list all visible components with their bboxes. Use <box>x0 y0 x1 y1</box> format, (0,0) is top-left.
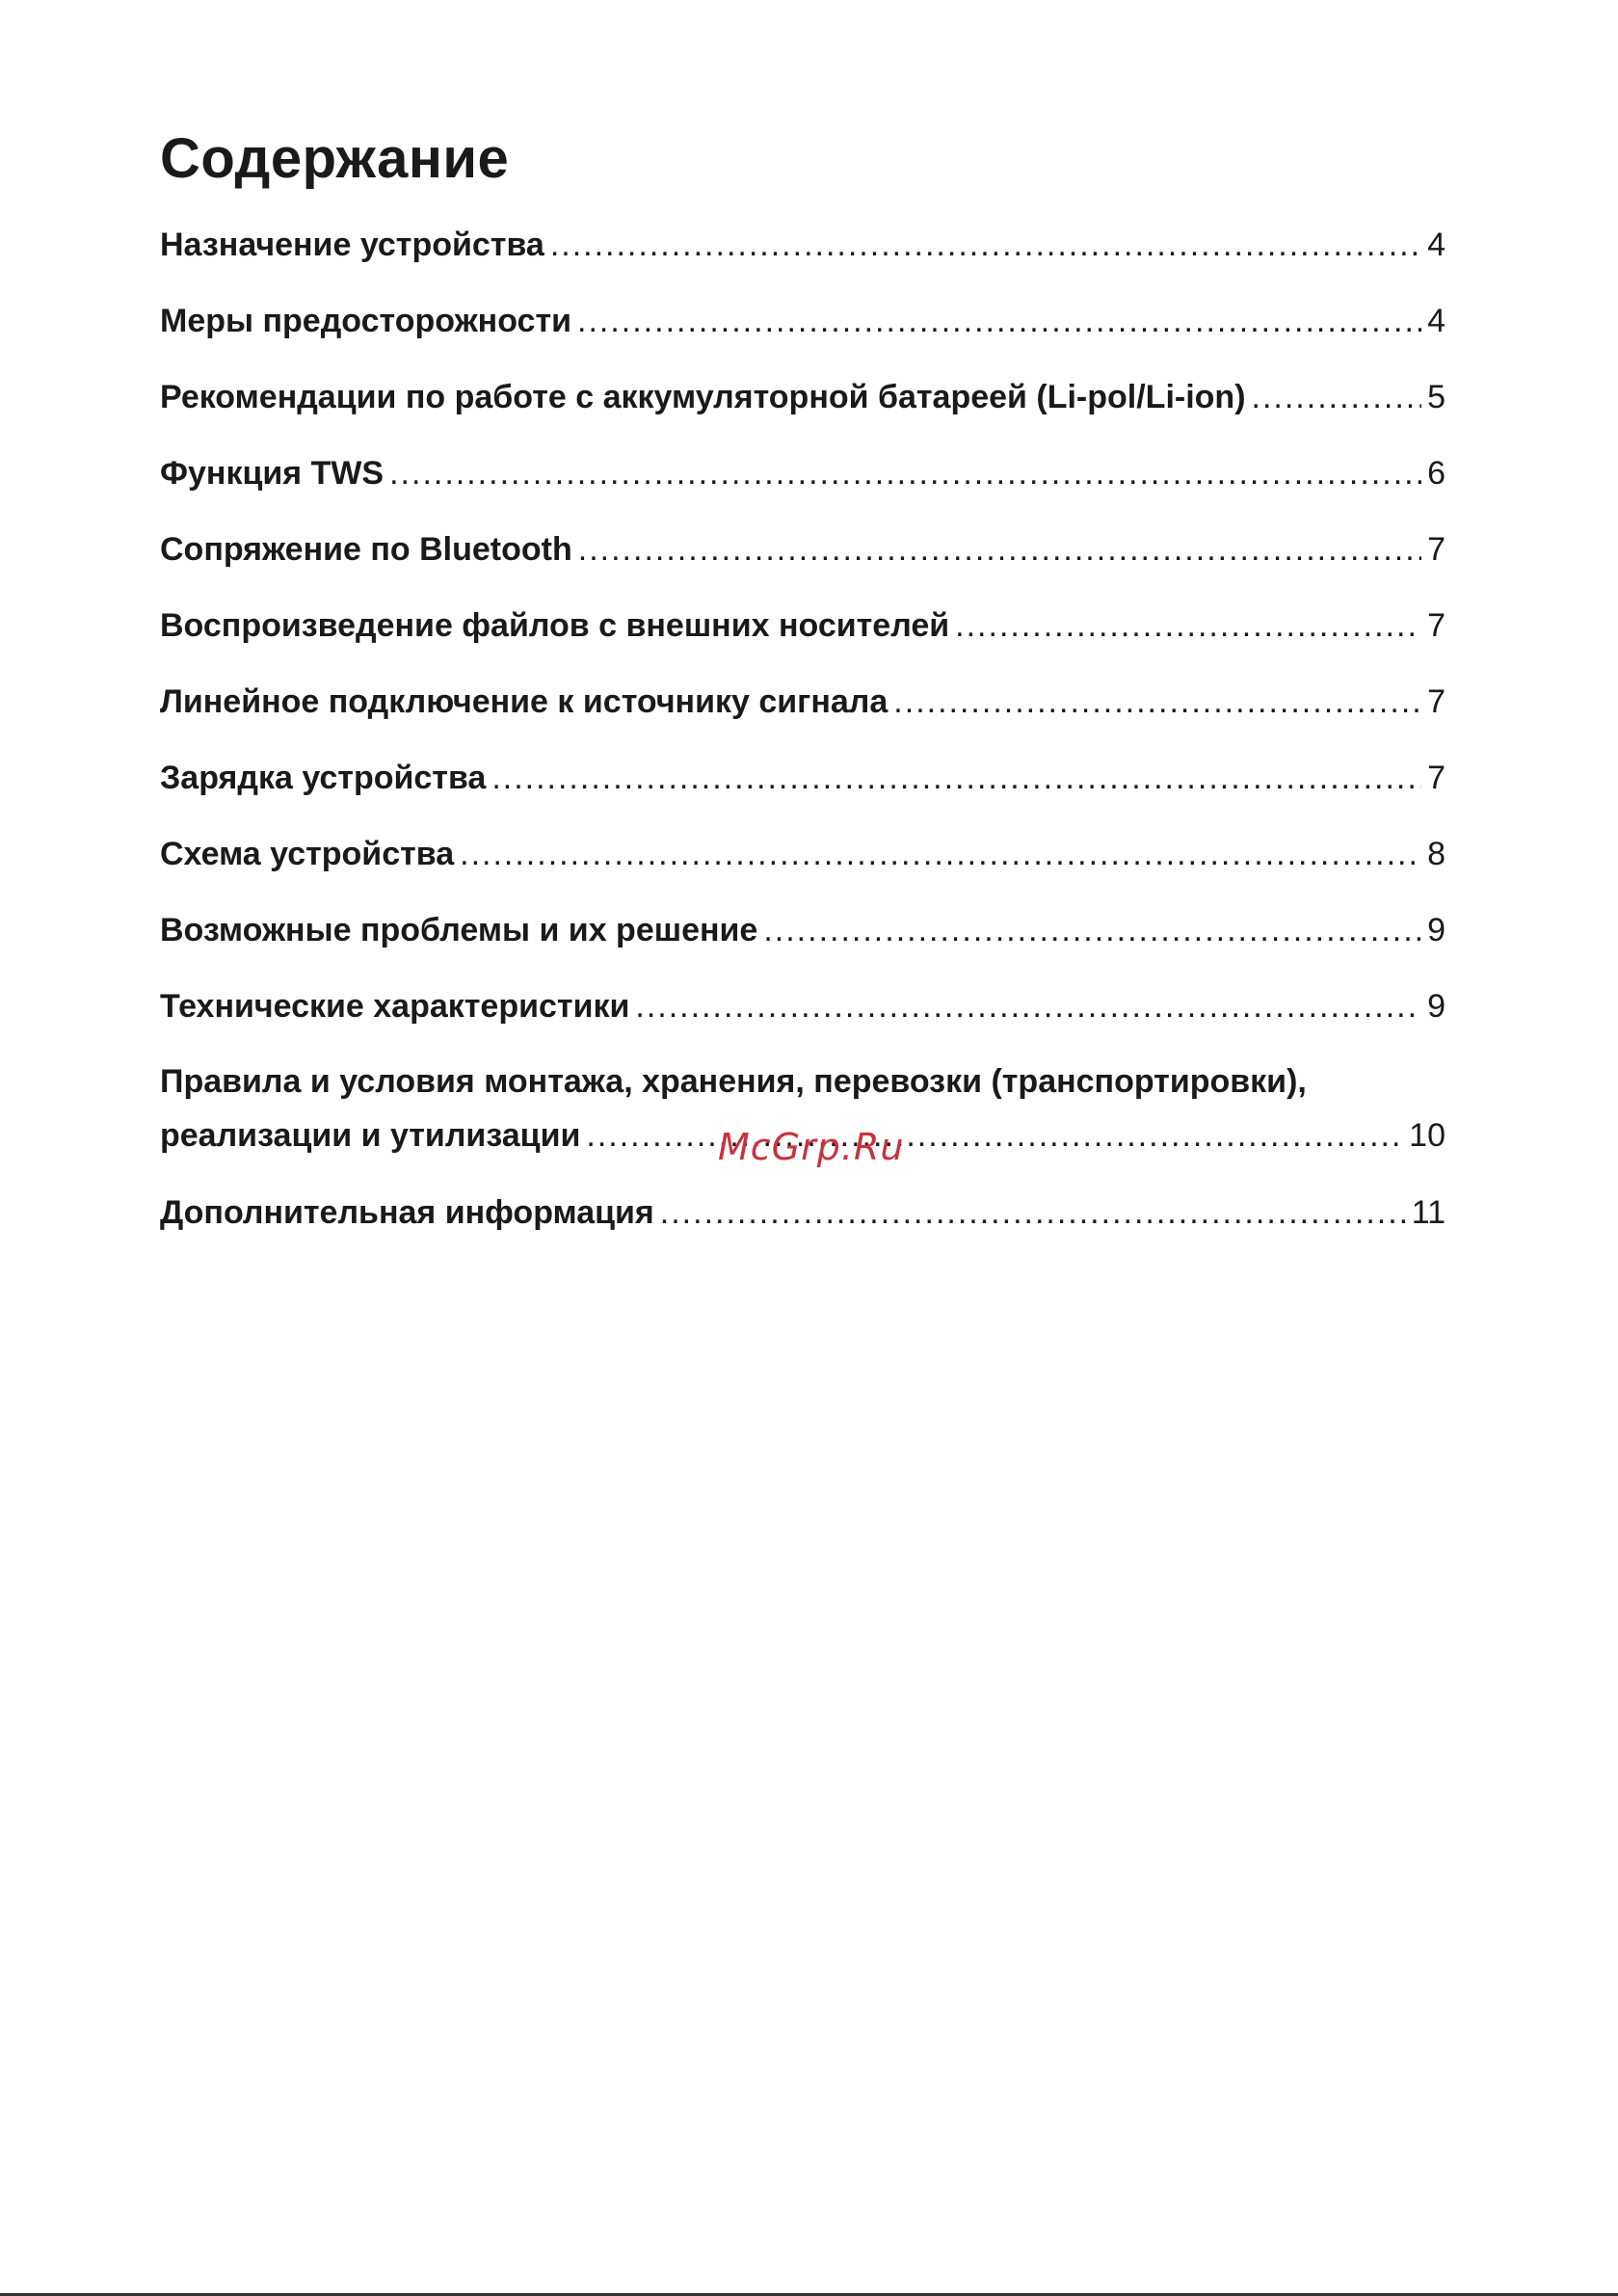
toc-entry-title: Рекомендации по работе с аккумуляторной батареей (Li-pol/Li-ion) <box>160 379 1246 415</box>
dot-leader <box>586 1108 1403 1162</box>
dot-leader <box>660 1193 1406 1232</box>
toc-entry-precautions[interactable] <box>160 293 1446 369</box>
toc-entry-title: Воспроизведение файлов с внешних носителей <box>160 607 950 644</box>
toc-entry-title: Технические характеристики <box>160 988 630 1025</box>
toc-entry-diagram[interactable] <box>160 826 1446 902</box>
toc-entry-page: 10 <box>1409 1117 1446 1154</box>
toc-entry-title: Функция TWS <box>160 455 385 492</box>
toc-entry-title: Сопряжение по Bluetooth <box>160 531 572 568</box>
toc-entry-title: Меры предосторожности <box>160 303 571 339</box>
toc-entry-battery[interactable] <box>160 369 1446 445</box>
dot-leader <box>550 226 1421 264</box>
toc-entry-page: 7 <box>1427 760 1446 796</box>
toc-entry-page: 4 <box>1427 227 1446 263</box>
toc-entry-page: 7 <box>1427 531 1446 568</box>
toc-entry-page: 8 <box>1427 836 1446 872</box>
dot-leader <box>578 530 1421 569</box>
table-of-contents <box>160 217 1446 1261</box>
toc-entry-page: 9 <box>1427 912 1446 948</box>
toc-entry-page: 9 <box>1427 988 1446 1025</box>
toc-entry-charging[interactable] <box>160 750 1446 826</box>
dot-leader <box>955 606 1421 645</box>
dot-leader <box>1252 378 1422 416</box>
dot-leader <box>389 454 1421 493</box>
toc-entry-bluetooth[interactable] <box>160 521 1446 598</box>
toc-entry-title-line2: реализации и утилизации <box>160 1117 581 1154</box>
toc-entry-title: Линейное подключение к источнику сигнала <box>160 683 889 720</box>
toc-entry-page: 11 <box>1411 1194 1446 1231</box>
toc-entry-troubleshooting[interactable] <box>160 902 1446 978</box>
toc-entry-page: 4 <box>1427 303 1446 339</box>
toc-entry-page: 7 <box>1427 607 1446 644</box>
toc-entry-title: Возможные проблемы и их решение <box>160 912 758 948</box>
toc-entry-page: 7 <box>1427 683 1446 720</box>
toc-entry-line-input[interactable] <box>160 674 1446 750</box>
toc-entry-additional-info[interactable] <box>160 1185 1446 1261</box>
toc-entry-title: Назначение устройства <box>160 227 544 263</box>
dot-leader <box>460 835 1421 873</box>
dot-leader <box>635 987 1421 1026</box>
toc-entry-page: 5 <box>1427 379 1446 415</box>
toc-entry-tws[interactable] <box>160 445 1446 521</box>
toc-entry-title: Зарядка устройства <box>160 760 487 796</box>
toc-entry-title-line1: Правила и условия монтажа, хранения, перевозки (транспортировки), <box>160 1063 1307 1100</box>
toc-entry-specifications[interactable] <box>160 978 1446 1055</box>
toc-entry-page: 6 <box>1427 455 1446 492</box>
page-title: Содержание <box>160 127 510 190</box>
dot-leader <box>577 302 1421 340</box>
toc-entry-title: Дополнительная информация <box>160 1194 654 1231</box>
dot-leader <box>763 911 1421 949</box>
watermark: McGrp.Ru <box>718 1126 905 1168</box>
dot-leader <box>491 759 1421 797</box>
toc-entry-purpose[interactable] <box>160 217 1446 293</box>
toc-entry-title: Схема устройства <box>160 836 455 872</box>
dot-leader <box>893 682 1421 721</box>
toc-entry-external-media[interactable] <box>160 598 1446 674</box>
